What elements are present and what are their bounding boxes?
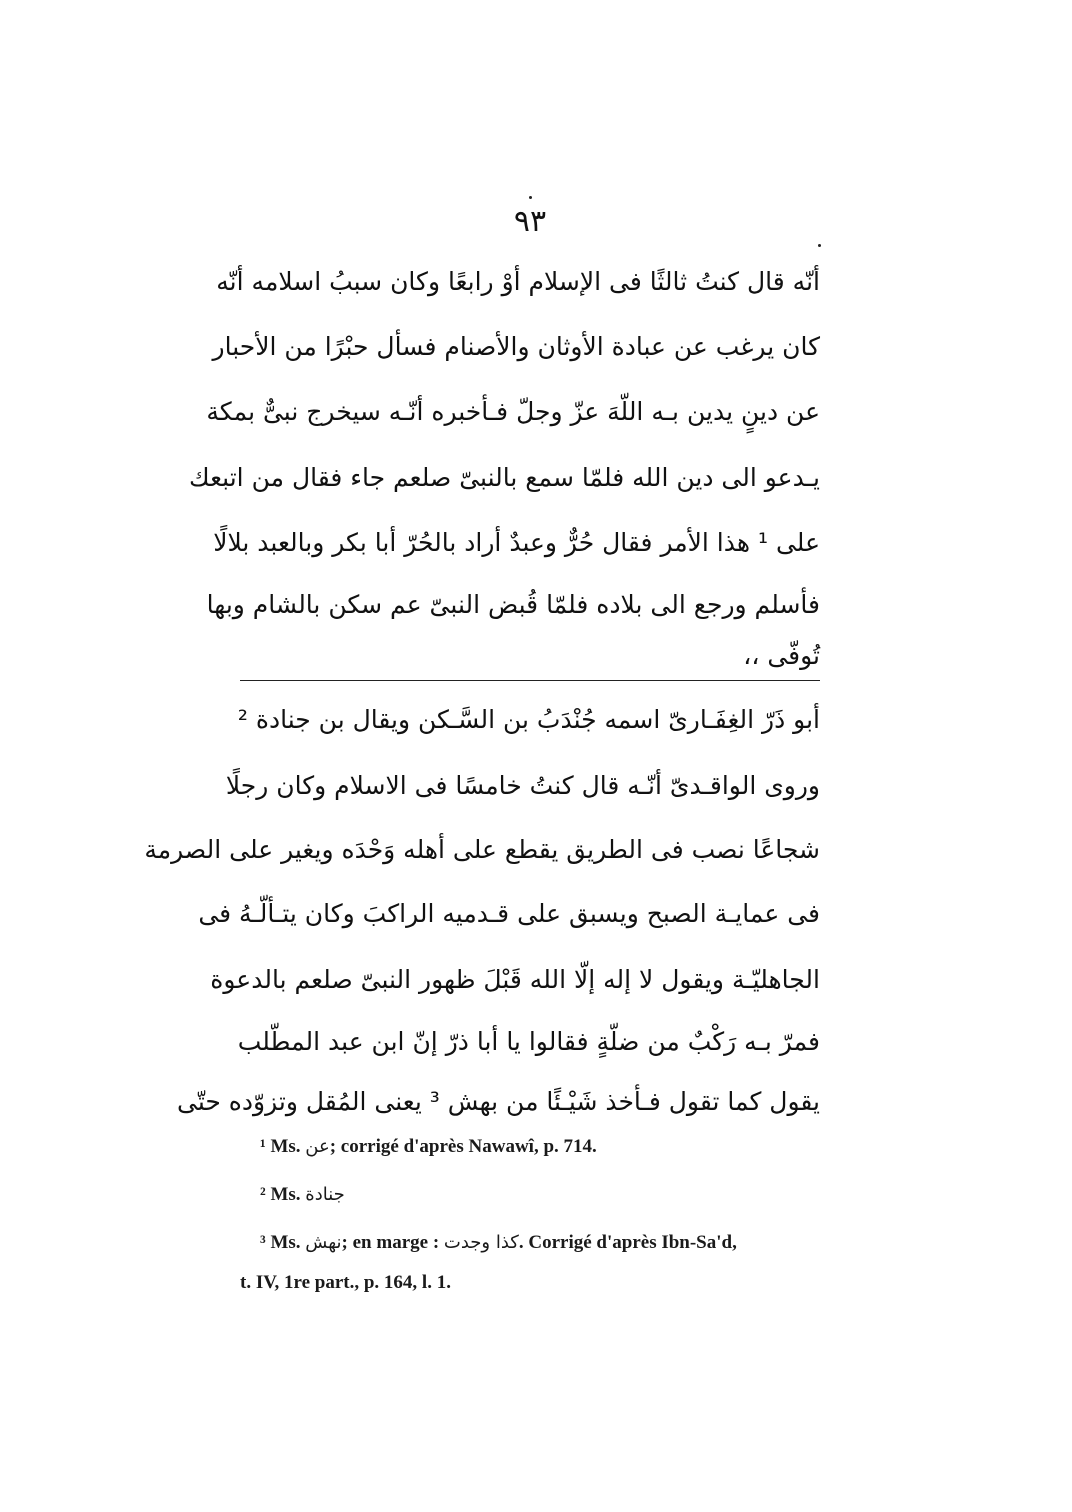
- footnote-marker: ²: [260, 1184, 266, 1205]
- footnote-marker: ¹: [260, 1136, 266, 1157]
- footnote-3: [260, 1230, 737, 1256]
- text-line-5: على ¹ هذا الأمر فقال حُرٌّ وعبدٌ أراد بالحُرّ أبا بكر وبالعبد بلالًا: [213, 528, 820, 557]
- footnote-lead: Ms.: [270, 1232, 301, 1253]
- footnote-marker: ³: [260, 1232, 266, 1253]
- text-line-2: كان يرغب عن عبادة الأوثان والأصنام فسأل حبْرًا من الأحبار: [212, 332, 820, 361]
- footnote-3-continuation: t. IV, 1re part., p. 164, l. 1.: [240, 1272, 451, 1293]
- text-line-7: تُوفّى ،،: [743, 641, 820, 670]
- text-line-14: يقول كما تقول فـأخذ شَيْـئًا من بهش ³ يعنى المُقل وتزوّده حتّى: [177, 1087, 820, 1116]
- text-line-9: وروى الواقـدىّ أنّـه قال كنتُ خامسًا فى الاسلام وكان رجلًا: [225, 771, 820, 800]
- text-line-12: الجاهليّـة ويقول لا إله إلّا الله قَبْلَ ظهور النبىّ صلعم بالدعوة: [210, 965, 820, 994]
- footnote-text: ; en marge :: [341, 1232, 440, 1253]
- page-number: ٩٣: [513, 204, 547, 239]
- text-line-10: شجاعًا نصب فى الطريق يقطع على أهله وَحْدَه ويغير على الصرمة: [144, 835, 820, 864]
- text-line-13: فمرّ بـه رَكْبٌ من ضلّةٍ فقالوا يا أبا ذرّ إنّ ابن عبد المطّلب: [237, 1027, 820, 1056]
- ink-speck: [529, 196, 532, 199]
- footnote-arabic: عن: [305, 1136, 330, 1157]
- footnote-arabic: جنادة: [305, 1184, 345, 1205]
- footnote-text: ; corrigé d'après Nawawî, p. 714.: [329, 1136, 597, 1157]
- footnote-lead: Ms.: [270, 1136, 301, 1157]
- text-line-8: أبو ذَرّ الغِفَـارىّ اسمه جُنْدَبُ بن السَّـكن ويقال بن جنادة ²: [237, 705, 820, 734]
- footnote-lead: Ms.: [270, 1184, 301, 1205]
- footnote-2: [260, 1182, 345, 1208]
- text-line-4: يـدعو الى دين الله فلمّا سمع بالنبىّ صلعم جاء فقال من اتبعك: [189, 463, 820, 492]
- footnote-1: [260, 1134, 597, 1160]
- text-line-1: أنّه قال كنتُ ثالثًا فى الإسلام أوْ رابعًا وكان سببُ اسلامه أنّه: [216, 267, 820, 296]
- text-line-11: فى عمايـة الصبح ويسبق على قـدميه الراكبَ وكان يتـألّـهُ فى: [198, 899, 820, 928]
- footnote-text-cont: . Corrigé d'après Ibn-Sa'd,: [518, 1232, 737, 1253]
- ink-speck: [818, 244, 821, 247]
- footnote-arabic-margin: كذا وجدت: [443, 1232, 519, 1253]
- section-divider: [240, 680, 820, 681]
- text-line-3: عن دينٍ يدين بـه اللّهَ عزّ وجلّ فـأخبره أنّـه سيخرج نبىٌّ بمكة: [206, 397, 820, 426]
- text-line-6: فأسلم ورجع الى بلاده فلمّا قُبض النبىّ عم سكن بالشام وبها: [206, 590, 820, 619]
- footnote-arabic: نهش: [305, 1232, 342, 1253]
